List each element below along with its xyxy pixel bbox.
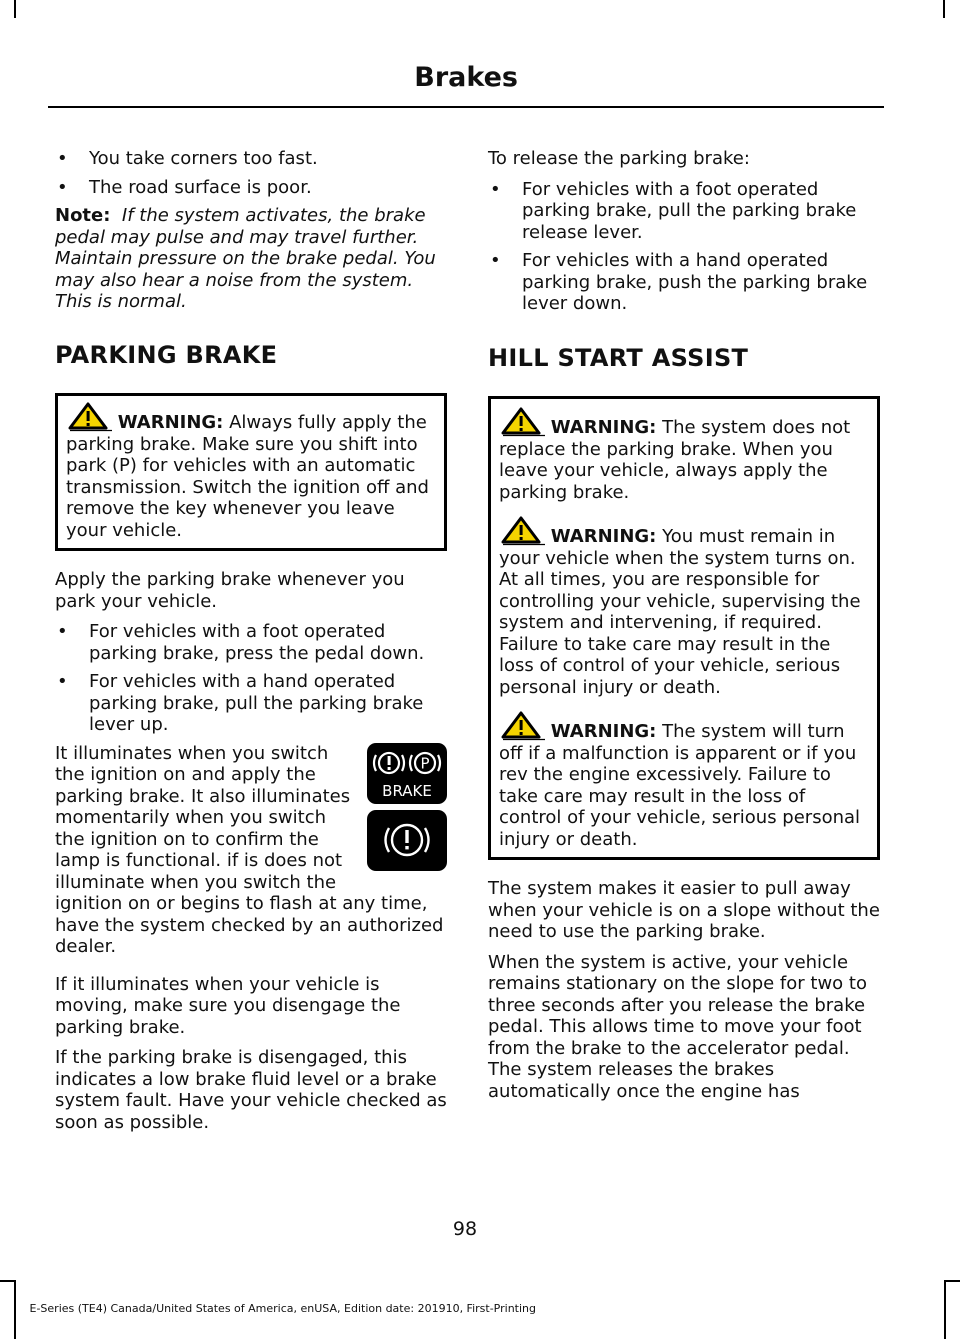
brake-park-warning-lamp-icon: [367, 743, 447, 804]
list-item: • The road surface is poor.: [57, 176, 312, 198]
moving-text: If it illuminates when your vehicle is moving, make sure you disengage the parking brake.: [55, 973, 401, 1038]
warning: [499, 711, 870, 850]
list-item: • For vehicles with a foot operated parking brake, pull the parking brake release lever.: [490, 178, 857, 243]
warning-text: Always fully apply the parking brake. Make sure you shift into park (P) for vehicles with an automatic transmission. Switch the ignition off and remove the key whenever you leave your vehicle.: [66, 412, 429, 541]
edition-line: E-Series (TE4) Canada/United States of America, enUSA, Edition date: 201910, First-Printing: [29, 1302, 536, 1315]
left-column: [55, 148, 447, 1142]
crop-mark-top-right-v: [943, 0, 945, 18]
warning-label: WARNING:: [117, 412, 224, 433]
lamp-brake-label: BRAKE: [382, 781, 432, 800]
disengaged-text: If the parking brake is disengaged, this indicates a low brake fluid level or a brake system fault. Have your vehicle checked as soon as possible.: [55, 1047, 447, 1133]
section-title-hill-start-assist: HILL START ASSIST: [488, 343, 749, 372]
lamp-icons: [367, 743, 447, 877]
header-rule: [48, 106, 884, 108]
list-item: • For vehicles with a hand operated parking brake, pull the parking brake lever up.: [57, 671, 424, 735]
warning-text: The system does not replace the parking brake. When you leave your vehicle, always apply the parking brake.: [499, 417, 851, 503]
brake-warning-lamp-icon: [367, 810, 447, 871]
warning-triangle-icon: [501, 711, 545, 741]
section-title-parking-brake: PARKING BRAKE: [55, 340, 278, 369]
hill-start-description: The system makes it easier to pull away when your vehicle is on a slope without the need to use the parking brake.: [488, 878, 880, 942]
apply-text: Apply the parking brake whenever you park your vehicle.: [55, 569, 405, 612]
warning-text: You must remain in your vehicle when the system turns on. At all times, you are responsible for controlling your vehicle, supervising the system and intervening, if required. Failure to take care may result in the loss of control of your vehicle, serious personal injury or death.: [499, 526, 861, 698]
lamp-section: [55, 743, 447, 958]
warning-triangle-icon: [501, 407, 545, 437]
list-item: • For vehicles with a hand operated parking brake, push the parking brake lever down.: [490, 250, 868, 314]
warning-triangle-icon: [501, 516, 545, 546]
warning: [499, 516, 870, 698]
note-text: If the system activates, the brake pedal may pulse and may travel further. Maintain pressure on the brake pedal. You may also hear a noise from the system. This is normal.: [55, 205, 436, 312]
list-item: • For vehicles with a foot operated parking brake, press the pedal down.: [57, 621, 425, 664]
release-intro: To release the parking brake:: [488, 148, 750, 169]
warning-text: The system will turn off if a malfunction is apparent or if you rev the engine excessively. Failure to take care may result in the loss of control of your vehicle, serious personal injury or death.: [499, 721, 861, 850]
right-column: [488, 148, 880, 1111]
crop-mark-top-left-v: [14, 0, 16, 18]
warning-box: [55, 393, 447, 551]
note-label: Note:: [55, 205, 111, 226]
note: [55, 205, 447, 313]
warning-label: WARNING:: [550, 721, 657, 742]
warning-triangle-icon: [68, 402, 112, 432]
warning: [499, 407, 870, 503]
crop-mark-bottom-right: [944, 1280, 960, 1339]
page-title: Brakes: [414, 62, 518, 93]
warning-label: WARNING:: [550, 417, 657, 438]
hill-start-behavior: When the system is active, your vehicle remains stationary on the slope for two to three seconds after you release the brake pedal. This allows time to move your foot from the brake to the accelerator pedal. The system releases the brakes automatically once the engine has: [488, 951, 867, 1102]
page-number: 98: [452, 1218, 478, 1240]
lamp-description: It illuminates when you switch the ignition on and apply the parking brake. It also illuminates momentarily when you switch the ignition on to confirm the lamp is functional. if is does not illuminate when you switch the ignition on or begins to flash at any time, have the system checked by an authorized dealer.: [55, 742, 444, 957]
list-item: • You take corners too fast.: [57, 148, 318, 169]
svg-text:P: P: [420, 754, 430, 772]
warning: [66, 402, 437, 541]
warning-label: WARNING:: [550, 526, 657, 547]
warning-box: [488, 396, 880, 860]
